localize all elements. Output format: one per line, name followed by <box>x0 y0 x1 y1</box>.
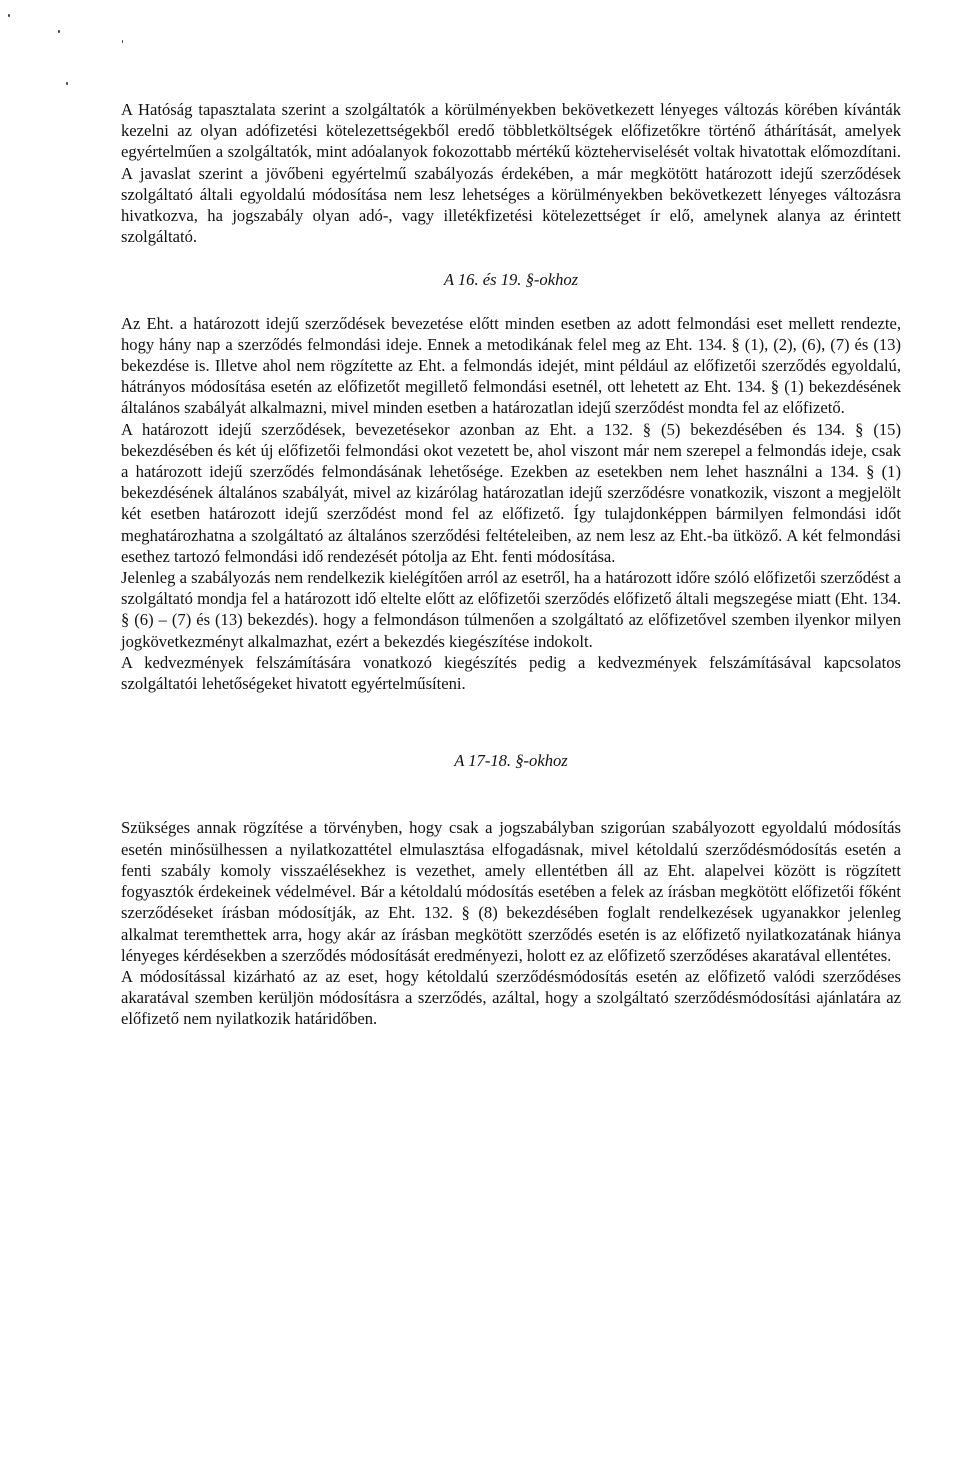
document-page <box>121 99 901 1030</box>
paragraph: A kedvezmények felszámítására vonatkozó kiegészítés pedig a kedvezmények felszámításával kapcsolatos szolgáltatói lehetőségeket hivatott egyértelműsíteni. <box>121 652 901 694</box>
scan-speck <box>122 40 123 43</box>
scan-speck <box>66 82 68 85</box>
paragraph: A Hatóság tapasztalata szerint a szolgáltatók a körülményekben bekövetkezett lényeges változás körében kívánták kezelni az olyan adófizetési kötelezettségekből eredő többletköltségek előfizetőkre történő áthárítását, amelyek egyértelműen a szolgáltatók, mint adóalanyok fokozottabb mértékű közteherviselését voltak hivatottak előmozdítani. A javaslat szerint a jövőbeni egyértelmű szabályozás érdekében, a már megkötött határozott idejű szerződések szolgáltató általi egyoldalú módosítása nem lesz lehetséges a körülményekben bekövetkezett lényeges változásra hivatkozva, ha jogszabály olyan adó-, vagy illetékfizetési kötelezettséget ír elő, amelynek alanya az érintett szolgáltató. <box>121 100 901 247</box>
section-heading: A 16. és 19. §-okhoz <box>443 270 579 290</box>
scan-speck <box>8 14 10 17</box>
paragraph: Szükséges annak rögzítése a törvényben, hogy csak a jogszabályban szigorúan szabályozott egyoldalú módosítás esetén minősülhessen a nyilatkozattétel elmulasztása elfogadásnak, mivel kétoldalú szerződésmódosítás esetén a fenti szabály komoly visszaélésekhez is vezethet, amely ellentétben áll az Eht. alapelvei között is rögzített fogyasztók érdekeinek védelmével. Bár a kétoldalú módosítás esetében a felek az írásban megkötött előfizetői főként szerződéseket írásban módosítják, az Eht. 132. § (8) bekezdésében foglalt rendelkezések ugyanakkor jelenleg alkalmat teremthettek arra, hogy akár az írásban megkötött szerződés esetén is az előfizető nyilatkozatának hiánya lényeges kérdésekben a szerződés módosítását eredményezi, holott ez az előfizető szerződéses akaratával ellentétes. <box>121 818 901 965</box>
scan-speck <box>58 30 60 33</box>
section-heading: A 17-18. §-okhoz <box>454 751 568 771</box>
paragraph: A módosítással kizárható az az eset, hogy kétoldalú szerződésmódosítás esetén az előfizető valódi szerződéses akaratával szemben kerüljön módosításra a szerződés, azáltal, hogy a szolgáltató szerződésmódosítási ajánlatára az előfizető nem nyilatkozik határidőben. <box>121 966 901 1029</box>
paragraph: Az Eht. a határozott idejű szerződések bevezetése előtt minden esetben az adott felmondási eset mellett rendezte, hogy hány nap a szerződés felmondási ideje. Ennek a metodikának felel meg az Eht. 134. § (1), (2), (6), (7) és (13) bekezdése is. Illetve ahol nem rögzítette az Eht. a felmondás idejét, mint például az előfizetői szerződés egyoldalú, hátrányos módosítása esetén az előfizetőt megillető felmondási esetnél, ott lehetett az Eht. 134. § (1) bekezdésének általános szabályát alkalmazni, mivel minden esetben a határozatlan idejű szerződést mondta fel az előfizető. <box>121 313 901 418</box>
paragraph: Jelenleg a szabályozás nem rendelkezik kielégítően arról az esetről, ha a határozott időre szóló előfizetői szerződést a szolgáltató mondja fel a határozott idő eltelte előtt az előfizetői szerződés előfizető általi megszegése miatt (Eht. 134. § (6) – (7) és (13) bekezdés). hogy a felmondáson túlmenően a szolgáltató az előfizetővel szemben ilyenkor milyen jogkövetkezményt alkalmazhat, ezért a bekezdés kiegészítése indokolt. <box>121 568 901 651</box>
paragraph: A határozott idejű szerződések, bevezetésekor azonban az Eht. a 132. § (5) bekezdésében és 134. § (15) bekezdésében és két új előfizetői felmondási okot vezetett be, ahol viszont már nem szerepel a felmondás ideje, csak a határozott idejű szerződés felmondásának lehetősége. Ezekben az esetekben nem lehet használni a 134. § (1) bekezdésének általános szabályát, mivel az kizárólag határozatlan idejű szerződésre vonatkozik, viszont a megjelölt két esetben határozott idejű szerződést mond fel az előfizető. Így tulajdonképpen bármilyen felmondási időt meghatározhatna a szolgáltató az általános szerződési feltételeiben, az nem lesz az Eht.-ba ütköző. A két felmondási esethez tartozó felmondási idő rendezését pótolja az Eht. fenti módosítása. <box>121 419 901 566</box>
